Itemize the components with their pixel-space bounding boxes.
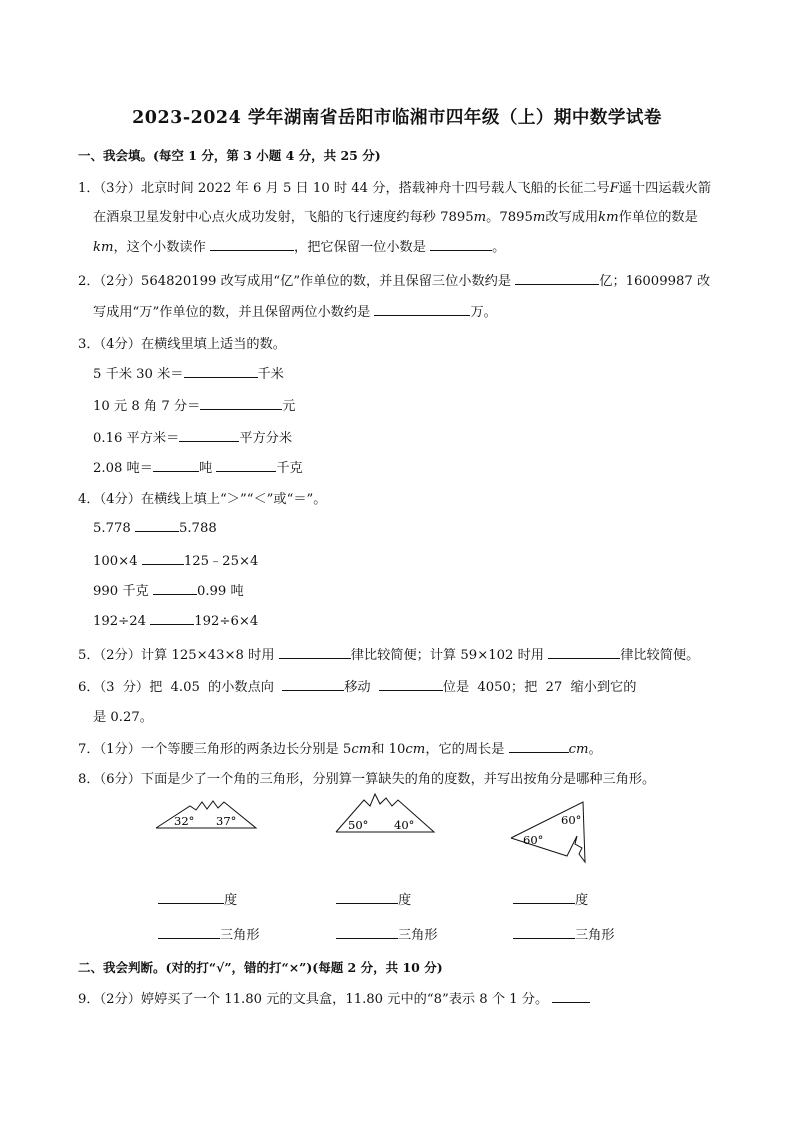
q8-deg-label-1: 度 [224,893,238,908]
q1-line-2 [93,206,698,225]
q3-row-4 [93,457,303,476]
q6-blank-1[interactable] [282,678,344,691]
triangle-2-figure [330,790,440,836]
q6-a: 6．（3 分）把 4.05 的小数点向 [78,680,274,695]
q3-row-1 [93,363,284,382]
q1-unit-m-2: m [532,210,546,225]
q3-stem: 3．（4分）在横线里填上适当的数。 [78,337,286,352]
q8-answer-kind-1 [158,924,260,943]
q4-blank-2[interactable] [142,552,184,565]
q5-blank-1[interactable] [279,646,351,659]
q8-kind-label-1: 三角形 [220,928,260,943]
q6-blank-2[interactable] [379,678,443,691]
q4-r4-b: 192÷6×4 [194,614,259,629]
q3-r4-c: 千克 [276,461,303,476]
q7-unit-1: cm [351,742,372,757]
q3-blank-5[interactable] [216,459,276,472]
q8-answer-kind-3 [513,924,615,943]
q4-r3-a: 990 千克 [93,584,149,599]
q3-r4-b: 吨 [198,461,213,476]
q1-unit-km-2: km [93,240,114,255]
q1-text-3c: 。 [492,240,506,255]
q7-d: 。 [588,742,602,757]
q1-text-3b: ，把它保留一位小数是 [294,240,426,255]
q2-blank-1[interactable] [515,272,599,285]
q6-line-2: 是 0.27。 [93,710,153,725]
q3-r1-b: 千米 [257,367,284,382]
q8-answer-kind-2 [336,924,438,943]
q3-r3-a: 0.16 平方米＝ [93,431,180,446]
q8-blank-kind-3[interactable] [513,926,575,939]
triangle-2-angle-a: 50° [348,818,369,832]
q8-answer-deg-3 [513,889,588,908]
q7-c: ，它的周长是 [425,742,505,757]
q6-b: 移动 [344,680,371,695]
q1-blank-1[interactable] [210,238,294,251]
q7-line [78,738,602,757]
q1-text-2b: 。7895 [486,210,533,225]
q8-deg-label-2: 度 [398,893,412,908]
q5-c: 律比较简便。 [620,648,700,663]
triangle-1-angle-b: 37° [216,814,237,828]
q7-a: 7．（1分）一个等腰三角形的两条边长分别是 5 [78,742,352,757]
triangle-3-angle-a: 60° [561,813,582,827]
q4-r2-a: 100×4 [93,554,138,569]
q9-blank[interactable] [552,990,590,1003]
q8-answer-deg-2 [336,889,411,908]
q2-text-2a: 写成用“万”作单位的数，并且保留两位小数约是 [93,305,371,320]
q4-stem: 4．（4分）在横线上填上“＞”“＜”或“＝”。 [78,492,327,507]
q8-blank-deg-1[interactable] [158,891,224,904]
q3-blank-4[interactable] [153,459,199,472]
section-2-heading: 二、我会判断。(对的打“√”，错的打“×”)(每题 2 分，共 10 分) [78,960,443,975]
q4-r1-b: 5.788 [178,521,217,536]
triangle-3-angle-b: 60° [523,833,544,847]
q4-r1-a: 5.778 [93,521,131,536]
q3-r2-a: 10 元 8 角 7 分＝ [93,399,201,414]
triangle-1-figure [150,796,262,836]
q3-r2-b: 元 [282,399,296,414]
q5-b: 律比较简便；计算 59×102 时用 [350,648,544,663]
q2-blank-2[interactable] [374,303,470,316]
triangle-2-angle-b: 40° [394,818,415,832]
q7-blank[interactable] [509,740,569,753]
q1-text-1: 1．（3分）北京时间 2022 年 6 月 5 日 10 时 44 分，搭载神舟十四号载人飞船的长征二号 [78,181,610,196]
q1-text-2a: 在酒泉卫星发射中心点火成功发射，飞船的飞行速度约每秒 7895 [93,210,474,225]
q4-blank-4[interactable] [150,612,194,625]
q8-blank-deg-3[interactable] [513,891,575,904]
q8-blank-kind-1[interactable] [158,926,220,939]
q8-blank-kind-2[interactable] [336,926,398,939]
q9-line [78,988,590,1007]
q5-blank-2[interactable] [548,646,620,659]
q1-blank-2[interactable] [430,238,492,251]
q6-line-1 [78,676,636,695]
q8-answer-deg-1 [158,889,237,908]
q8-deg-label-3: 度 [575,893,589,908]
q2-line-1 [78,270,710,289]
q4-row-3 [93,580,244,599]
q2-line-2 [93,301,497,320]
q1-var-f: F [609,181,619,196]
q1-unit-km: km [598,210,619,225]
q7-unit-2: cm [405,742,426,757]
triangle-1-angle-a: 32° [174,814,195,828]
q4-blank-1[interactable] [135,519,179,532]
q5-line [78,644,699,663]
q8-kind-label-3: 三角形 [575,928,615,943]
q1-text-2c: 改写成用 [545,210,599,225]
q1-text-2d: 作单位的数是 [618,210,698,225]
triangle-3-figure [505,796,595,866]
q3-r1-a: 5 千米 30 米＝ [93,367,184,382]
q5-a: 5．（2分）计算 125×43×8 时用 [78,648,275,663]
q2-text-1b: 亿；16009987 改 [599,274,711,289]
q4-r3-b: 0.99 吨 [196,584,244,599]
q9-text: 9．（2分）婷婷买了一个 11.80 元的文具盒，11.80 元中的“8”表示 8 个 1 分。 [78,992,549,1007]
q1-unit-m: m [473,210,487,225]
q3-r3-b: 平方分米 [239,431,293,446]
q2-text-1a: 2．（2分）564820199 改写成用“亿”作单位的数，并且保留三位小数约是 [78,274,512,289]
q8-stem: 8．（6分）下面是少了一个角的三角形，分别算一算缺失的角的度数，并写出按角分是哪种三角形。 [78,772,656,787]
q4-row-2 [93,550,258,569]
q3-blank-3[interactable] [179,429,239,442]
q1-text-3a: ，这个小数读作 [113,240,206,255]
q1-line-1 [78,177,711,196]
q4-r4-a: 192÷24 [93,614,147,629]
q4-row-1 [93,519,217,536]
q1-line-3 [93,236,505,255]
q8-kind-label-2: 三角形 [398,928,438,943]
q4-row-4 [93,612,258,629]
page-title: 2023-2024 学年湖南省岳阳市临湘市四年级（上）期中数学试卷 [132,108,662,128]
q1-text-1-end: 遥十四运载火箭 [618,181,712,196]
q3-blank-2[interactable] [200,397,282,410]
q3-blank-1[interactable] [184,365,258,378]
q7-unit-3: cm [568,742,589,757]
q4-blank-3[interactable] [153,582,197,595]
q3-row-3 [93,427,292,446]
section-1-heading: 一、我会填。(每空 1 分，第 3 小题 4 分，共 25 分) [78,148,381,163]
q4-r2-b: 125﹣25×4 [183,554,259,569]
q6-c: 位是 4050；把 27 缩小到它的 [442,680,637,695]
q8-blank-deg-2[interactable] [336,891,398,904]
q7-b: 和 10 [371,742,406,757]
q3-row-2 [93,395,295,414]
q2-text-2b: 万。 [470,305,497,320]
q3-r4-a: 2.08 吨＝ [93,461,153,476]
